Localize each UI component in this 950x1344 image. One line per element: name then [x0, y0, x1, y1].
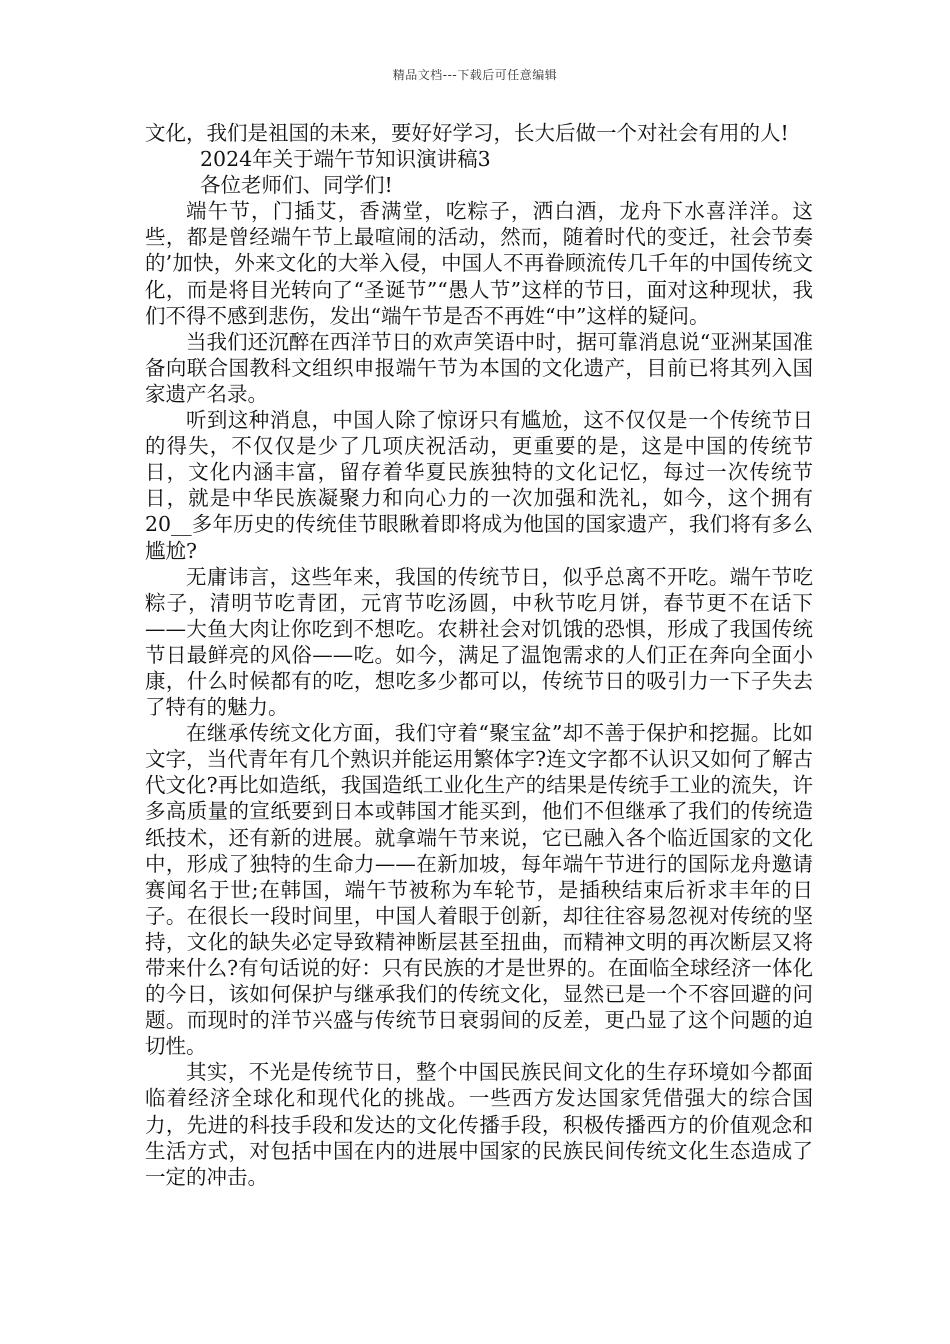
paragraph: 无庸讳言，这些年来，我国的传统节日，似乎总离不开吃。端午节吃粽子，清明节吃青团，元宵节吃汤圆，中秋节吃月饼，春节更不在话下——大鱼大肉让你吃到不想吃。农耕社会对饥饿的恐惧，形成了我国传统节日最鲜亮的风俗——吃。如今，满足了温饱需求的人们正在奔向全面小康，什么时候都有的吃，想吃多少都可以，传统节日的吸引力一下子失去了特有的魅力。 [145, 564, 813, 720]
salutation: 各位老师们、同学们! [200, 173, 393, 198]
paragraph-continuation: 文化，我们是祖国的未来，要好好学习，长大后做一个对社会有用的人! [145, 121, 789, 145]
page-header: 精品文档---下载后可任意编辑 [392, 68, 558, 82]
paragraph: 在继承传统文化方面，我们守着“聚宝盆”却不善于保护和挖掘。比如文字，当代青年有几个熟识并能运用繁体字?连文字都不认识又如何了解古代文化?再比如造纸，我国造纸工业化生产的结果是传统手工业的流失，许多高质量的宣纸要到日本或韩国才能买到，他们不但继承了我们的传统造纸技术，还有新的进展。就拿端午节来说，它已融入各个临近国家的文化中，形成了独特的生命力——在新加坡，每年端午节进行的国际龙舟邀请赛闻名于世;在韩国，端午节被称为车轮节，是插秧结束后祈求丰年的日子。在很长一段时间里，中国人着眼于创新，却往往容易忽视对传统的坚持，文化的缺失必定导致精神断层甚至扭曲，而精神文明的再次断层又将带来什么?有句话说的好：只有民族的才是世界的。在面临全球经济一体化的今日，该如何保护与继承我们的传统文化，显然已是一个不容回避的问题。而现时的洋节兴盛与传统节日衰弱间的反差，更凸显了这个问题的迫切性。 [145, 721, 813, 1059]
speech-title: 2024年关于端午节知识演讲稿3 [200, 147, 491, 172]
paragraph: 听到这种消息，中国人除了惊讶只有尴尬，这不仅仅是一个传统节日的得失，不仅仅是少了几项庆祝活动，更重要的是，这是中国的传统节日，文化内涵丰富，留存着华夏民族独特的文化记忆，每过一次传统节日，就是中华民族凝聚力和向心力的一次加强和洗礼，如今，这个拥有20__多年历史的传统佳节眼瞅着即将成为他国的国家遗产，我们将有多么尴尬? [145, 408, 813, 563]
paragraph: 端午节，门插艾，香满堂，吃粽子，洒白酒，龙舟下水喜洋洋。这些，都是曾经端午节上最喧闹的活动，然而，随着时代的变迁，社会节奏的’加快，外来文化的大举入侵，中国人不再眷顾流传几千年的中国传统文化，而是将目光转向了“圣诞节”“愚人节”这样的节日，面对这种现状，我们不得不感到悲伤，发出“端午节是否不再姓“中”这样的疑问。 [145, 199, 813, 328]
paragraph: 其实，不光是传统节日，整个中国民族民间文化的生存环境如今都面临着经济全球化和现代化的挑战。一些西方发达国家凭借强大的综合国力，先进的科技手段和发达的文化传播手段，积极传播西方的价值观念和生活方式，对包括中国在内的进展中国家的民族民间传统文化生态造成了一定的冲击。 [145, 1060, 813, 1189]
paragraph: 当我们还沉醉在西洋节日的欢声笑语中时，据可靠消息说“亚洲某国准备向联合国教科文组织申报端午节为本国的文化遗产，目前已将其列入国家遗产名录。 [145, 329, 813, 406]
document-body [145, 120, 813, 1190]
